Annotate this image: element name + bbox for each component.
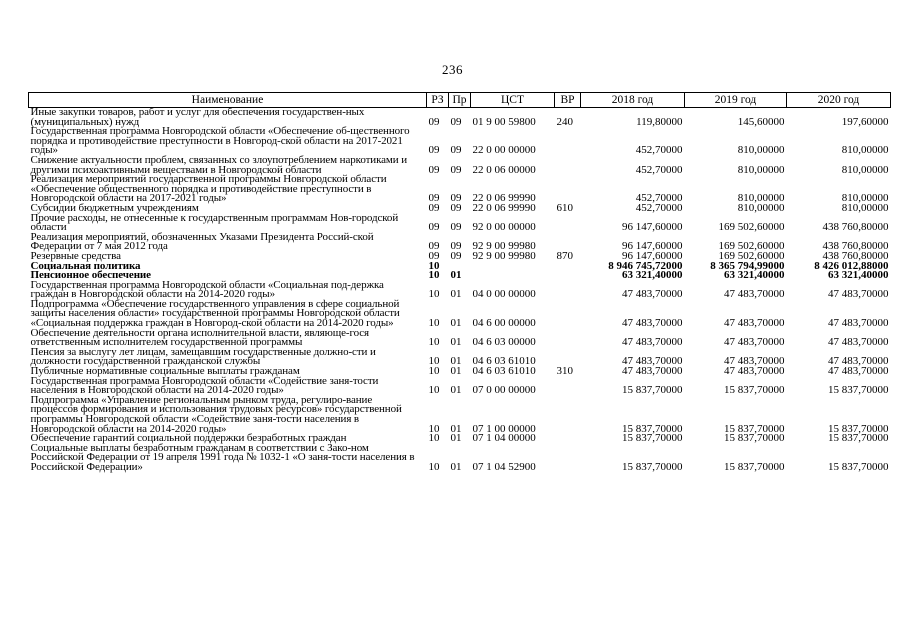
- row-2020: 810,00000: [841, 201, 889, 214]
- row-2019: 15 837,70000: [724, 384, 785, 397]
- row-vr: [555, 396, 581, 434]
- row-name: Субсидии бюджетным учреждениям: [30, 201, 199, 214]
- row-pr: 09: [450, 144, 462, 157]
- row-vr: [555, 262, 581, 272]
- row-rz: 10: [428, 460, 440, 473]
- row-rz: 10: [428, 432, 440, 445]
- table-row: [29, 175, 891, 204]
- row-2020: 15 837,70000: [828, 384, 889, 397]
- row-pr: 09: [450, 240, 462, 253]
- row-2020: 47 483,70000: [828, 365, 889, 378]
- row-name: Государственная программа Новгородской области «Содействие заня-тости населения в Новгородской области на 2014-2020 годы»: [30, 374, 379, 397]
- row-cst: 92 0 00 00000: [472, 221, 536, 234]
- row-pr: 01: [450, 336, 462, 349]
- row-cst: [471, 271, 555, 281]
- row-pr: 01: [450, 384, 462, 397]
- header-pr: Пр: [449, 93, 471, 108]
- row-rz: 09: [428, 144, 440, 157]
- row-pr: 09: [450, 249, 462, 262]
- row-cst: 01 9 00 59800: [472, 115, 536, 128]
- row-cst: [471, 262, 555, 272]
- row-rz: 10: [428, 355, 440, 368]
- row-name: Реализация мероприятий, обозначенных Указами Президента Россий-ской Федерации от 7 мая 2012 года: [30, 230, 374, 253]
- header-rz: РЗ: [427, 93, 449, 108]
- row-name: Государственная программа Новгородской области «Обеспечение об-щественного порядка и противодействие преступности в Новгород-ской области на 2017-2021 годы»: [30, 125, 410, 157]
- row-vr: [555, 214, 581, 233]
- row-cst: 07 1 04 00000: [472, 432, 536, 445]
- row-name: Социальная политика: [30, 259, 141, 272]
- table-row: [29, 127, 891, 156]
- row-pr: 09: [450, 115, 462, 128]
- row-cst: 07 1 00 00000: [472, 422, 536, 435]
- row-pr: 01: [450, 422, 462, 435]
- row-cst: 22 0 06 99990: [472, 201, 536, 214]
- row-2020: 810,00000: [841, 144, 889, 157]
- row-2019: 8 365 794,99000: [710, 259, 785, 272]
- row-2018: 47 483,70000: [622, 288, 683, 301]
- row-rz: 09: [428, 249, 440, 262]
- row-2019: 47 483,70000: [724, 365, 785, 378]
- row-pr: 01: [450, 460, 462, 473]
- row-name: Прочие расходы, не отнесенные к государственным программам Нов-городской области: [30, 211, 399, 234]
- row-vr: [555, 271, 581, 281]
- budget-table: [28, 92, 891, 473]
- row-name: Иные закупки товаров, работ и услуг для обеспечения государствен-ных (муниципальных) нужд: [30, 106, 365, 128]
- row-2019: 169 502,60000: [718, 249, 785, 262]
- row-pr: 01: [450, 432, 462, 445]
- row-name: Социальные выплаты безработным гражданам в соответствии с Зако-ном Российской Федерации от 19 апреля 1991 года № 1032-1 «О заня-тости населения в Российской Федерации»: [30, 441, 415, 473]
- row-pr: 01: [450, 355, 462, 368]
- row-vr: 870: [556, 249, 573, 262]
- page-number: 236: [442, 62, 463, 77]
- table-row: [29, 281, 891, 300]
- row-2019: 63 321,40000: [724, 269, 785, 282]
- row-2020: 438 760,80000: [822, 221, 889, 234]
- row-vr: [555, 444, 581, 473]
- row-vr: 240: [556, 115, 573, 128]
- row-2019: 145,60000: [737, 115, 785, 128]
- row-rz: 10: [428, 384, 440, 397]
- header-2018: 2018 год: [581, 93, 685, 108]
- row-2020: 438 760,80000: [822, 240, 889, 253]
- row-2020: 15 837,70000: [828, 460, 889, 473]
- row-2019: 169 502,60000: [718, 240, 785, 253]
- row-2019: 47 483,70000: [724, 288, 785, 301]
- row-cst: 04 0 00 00000: [472, 288, 536, 301]
- table-row: [29, 444, 891, 473]
- row-2020: 197,60000: [841, 115, 889, 128]
- header-2019: 2019 год: [685, 93, 787, 108]
- table-row: [29, 300, 891, 329]
- row-vr: 310: [556, 365, 573, 378]
- row-2018: 96 147,60000: [622, 249, 683, 262]
- row-2018: 15 837,70000: [622, 384, 683, 397]
- row-2020: 15 837,70000: [828, 432, 889, 445]
- row-cst: 04 6 03 61010: [472, 355, 536, 368]
- row-rz: 10: [428, 317, 440, 330]
- row-name: Подпрограмма «Обеспечение государственного управления в сфере социальной защиты населения области» государственной программы Новгородской области «Социальная поддержка граждан в Новгород-ской области на 2014-2020 годы»: [30, 297, 400, 330]
- row-2020: 8 426 012,88000: [814, 259, 889, 272]
- table-row: [29, 214, 891, 233]
- row-2019: 15 837,70000: [724, 422, 785, 435]
- row-name: Снижение актуальности проблем, связанных со злоупотреблением наркотиками и другими психоактивными веществами в Новгородской области: [30, 153, 408, 176]
- row-vr: [555, 377, 581, 396]
- row-2018: 8 946 745,72000: [608, 259, 683, 272]
- row-2018: 452,70000: [635, 163, 683, 176]
- header-name: Наименование: [29, 93, 427, 108]
- row-rz: 10: [428, 365, 440, 378]
- row-2019: 15 837,70000: [724, 460, 785, 473]
- row-name: Обеспечение деятельности органа исполнительной власти, являюще-гося ответственным исполнителем государственной программы: [30, 326, 370, 349]
- row-2020: 15 837,70000: [828, 422, 889, 435]
- row-name: Обеспечение гарантий социальной поддержки безработных граждан: [30, 432, 347, 445]
- row-rz: 09: [428, 192, 440, 205]
- header-2020: 2020 год: [787, 93, 891, 108]
- row-pr: 09: [450, 163, 462, 176]
- row-cst: 07 1 04 52900: [472, 460, 536, 473]
- row-2019: 15 837,70000: [724, 432, 785, 445]
- row-rz: 09: [428, 221, 440, 234]
- row-cst: 07 0 00 00000: [472, 384, 536, 397]
- row-cst: 22 0 06 00000: [472, 163, 536, 176]
- row-2019: 810,00000: [737, 144, 785, 157]
- row-rz: 09: [428, 240, 440, 253]
- table-row: [29, 396, 891, 434]
- row-cst: 92 9 00 99980: [472, 240, 536, 253]
- row-2018: 452,70000: [635, 192, 683, 205]
- row-pr: 01: [450, 317, 462, 330]
- row-rz: 10: [428, 288, 440, 301]
- row-pr: 01: [450, 269, 462, 282]
- row-vr: [555, 434, 581, 444]
- row-2018: 119,80000: [636, 115, 683, 128]
- row-vr: 610: [556, 201, 573, 214]
- row-cst: 22 0 06 99990: [472, 192, 536, 205]
- row-2018: 15 837,70000: [622, 432, 683, 445]
- row-2020: 810,00000: [841, 163, 889, 176]
- row-2019: 810,00000: [737, 201, 785, 214]
- row-2018: 63 321,40000: [622, 269, 683, 282]
- row-2019: 169 502,60000: [718, 221, 785, 234]
- row-pr: 09: [450, 221, 462, 234]
- row-vr: [555, 329, 581, 348]
- table-row: [29, 377, 891, 396]
- row-name: Резервные средства: [30, 249, 121, 262]
- row-rz: 10: [428, 336, 440, 349]
- row-2020: 47 483,70000: [828, 317, 889, 330]
- row-2018: 15 837,70000: [622, 422, 683, 435]
- row-2018: 96 147,60000: [622, 221, 683, 234]
- row-2020: 438 760,80000: [822, 249, 889, 262]
- row-rz: 09: [428, 115, 440, 128]
- row-cst: 22 0 00 00000: [472, 144, 536, 157]
- row-rz: 10: [428, 422, 440, 435]
- row-name: Подпрограмма «Управление региональным рынком труда, регулиро-вание процессов формирования и использования трудовых ресурсов» государственной программы Новгородской области «Содействие заня-тости населения в Новгородской области на 2014-2020 годы»: [30, 393, 402, 435]
- table-body: [29, 108, 891, 473]
- row-vr: [555, 127, 581, 156]
- row-vr: [555, 281, 581, 300]
- row-2018: 47 483,70000: [622, 355, 683, 368]
- row-vr: [555, 175, 581, 204]
- row-2019: 47 483,70000: [724, 355, 785, 368]
- row-rz: 09: [428, 201, 440, 214]
- table-row: [29, 329, 891, 348]
- row-vr: [555, 156, 581, 175]
- row-2020: 47 483,70000: [828, 288, 889, 301]
- header-vr: ВР: [555, 93, 581, 108]
- row-name: Пенсия за выслугу лет лицам, замещавшим государственные должно-сти и должности государственной гражданской службы: [30, 345, 376, 368]
- row-2020: 810,00000: [841, 192, 889, 205]
- row-2018: 452,70000: [635, 144, 683, 157]
- row-rz: 09: [428, 163, 440, 176]
- row-name: Публичные нормативные социальные выплаты гражданам: [30, 365, 300, 378]
- row-2018: 452,70000: [635, 201, 683, 214]
- row-2018: 96 147,60000: [622, 240, 683, 253]
- row-2018: 47 483,70000: [622, 336, 683, 349]
- row-2019: 810,00000: [737, 163, 785, 176]
- row-vr: [555, 300, 581, 329]
- row-2019: 47 483,70000: [724, 336, 785, 349]
- row-2019: 47 483,70000: [724, 317, 785, 330]
- header-cst: ЦСТ: [471, 93, 555, 108]
- row-pr: 09: [450, 201, 462, 214]
- row-name: Государственная программа Новгородской области «Социальная под-держка граждан в Новгородской области на 2014-2020 годы»: [30, 278, 384, 301]
- row-2020: 47 483,70000: [828, 336, 889, 349]
- row-rz: 10: [428, 269, 440, 282]
- row-cst: 04 6 00 00000: [472, 317, 536, 330]
- row-pr: 01: [450, 288, 462, 301]
- row-2020: 63 321,40000: [828, 269, 889, 282]
- row-2018: 15 837,70000: [622, 460, 683, 473]
- row-2019: 810,00000: [737, 192, 785, 205]
- row-pr: 01: [450, 365, 462, 378]
- row-rz: 10: [428, 259, 440, 272]
- row-cst: 04 6 03 61010: [472, 365, 536, 378]
- row-2018: 47 483,70000: [622, 317, 683, 330]
- row-2018: 47 483,70000: [622, 365, 683, 378]
- row-cst: 04 6 03 00000: [472, 336, 536, 349]
- row-2020: 47 483,70000: [828, 355, 889, 368]
- row-name: Реализация мероприятий государственной программы Новгородской области «Обеспечение общественного порядка и противодействие преступности в Новгородской области на 2017-2021 годы»: [30, 173, 387, 205]
- row-pr: 09: [450, 192, 462, 205]
- row-name: Пенсионное обеспечение: [30, 269, 151, 282]
- row-cst: 92 9 00 99980: [472, 249, 536, 262]
